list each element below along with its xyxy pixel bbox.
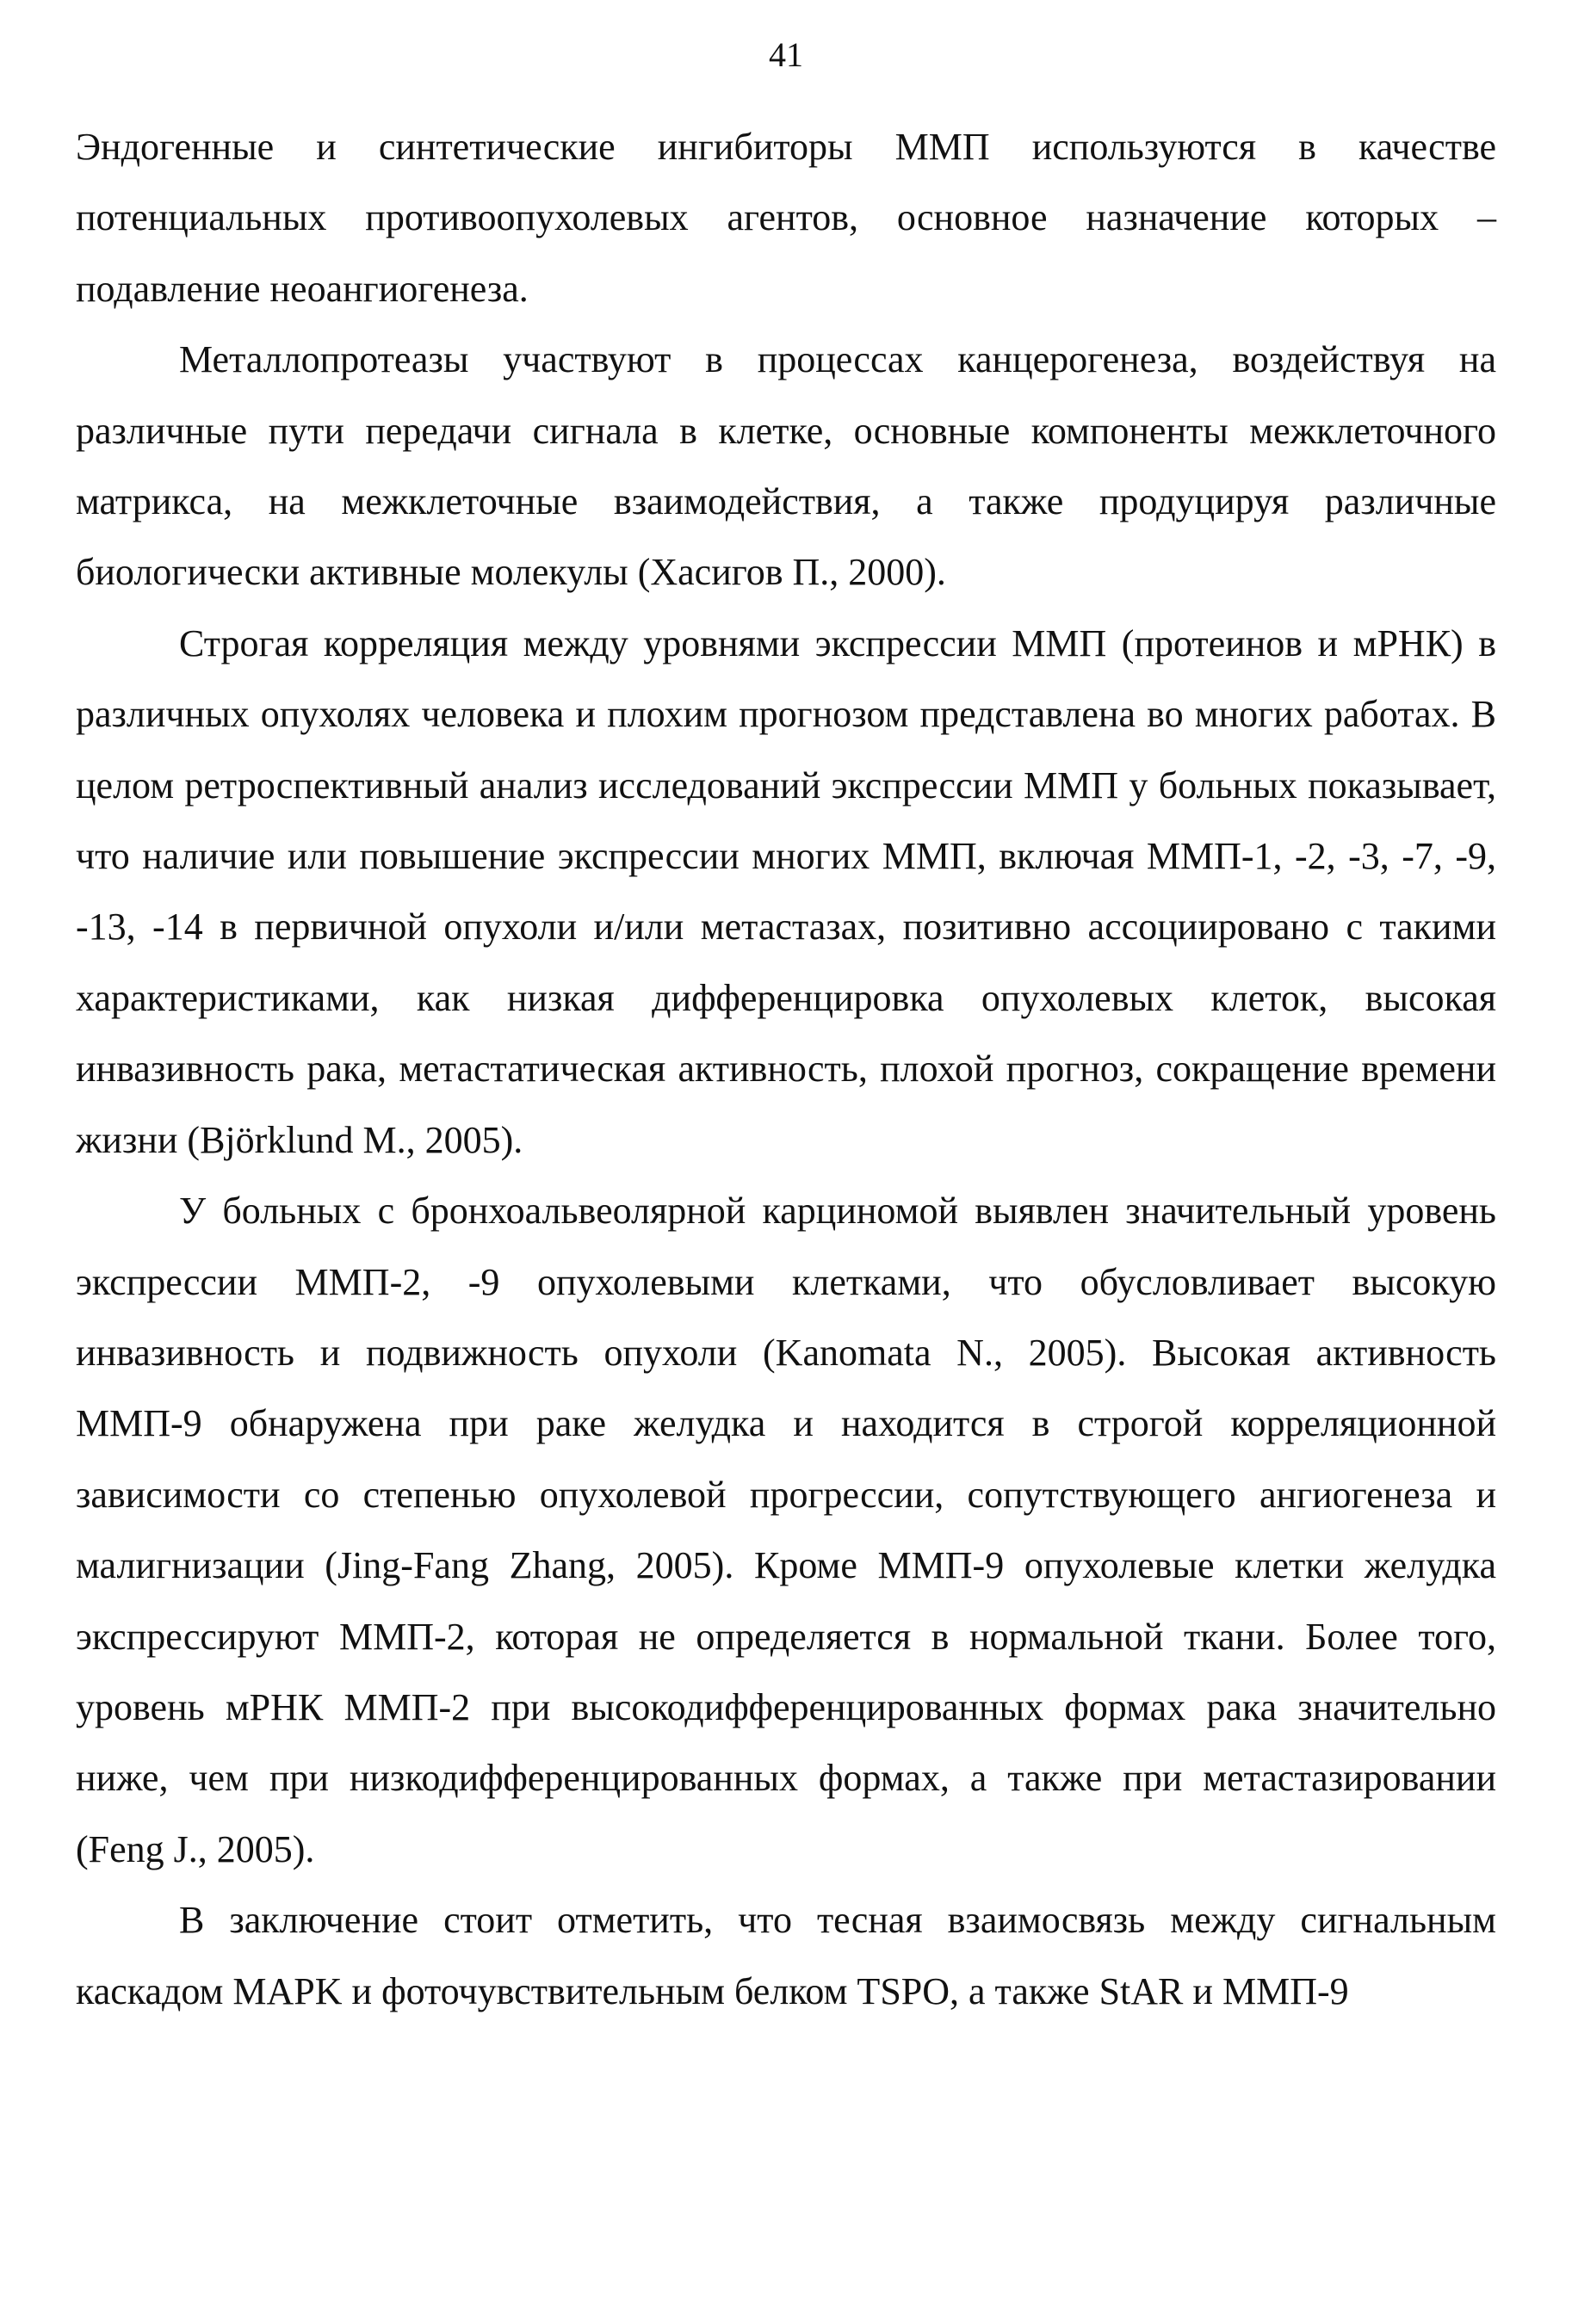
paragraph-2: Металлопротеазы участвуют в процессах канцерогенеза, воздействуя на различные пути передачи сигнала в клетке, основные компоненты межклеточного матрикса, на межклеточные взаимодействия, а также продуцируя различные биологически активные молекулы (Хасигов П., 2000). bbox=[76, 338, 1496, 594]
paragraph-4: У больных с бронхоальвеолярной карциномой выявлен значительный уровень экспрессии ММП-2, -9 опухолевыми клетками, что обусловливает высокую инвазивность и подвижность опухоли (Kanomata N., 2005). Высокая активность ММП-9 обнаружена при раке желудка и находится в строгой корреляционной зависимости со степенью опухолевой прогрессии, сопутствующего ангиогенеза и малигнизации (Jing-Fang Zhang, 2005). Кроме ММП-9 опухолевые клетки желудка экспрессируют ММП-2, которая не определяется в нормальной ткани. Более того, уровень мРНК ММП-2 при высокодифференцированных формах рака значительно ниже, чем при низкодифференцированных формах, а также при метастазировании (Feng J., 2005). bbox=[76, 1190, 1496, 1870]
body-text bbox=[76, 112, 1496, 2027]
page-number: 41 bbox=[769, 35, 803, 74]
paragraph-5: В заключение стоит отметить, что тесная взаимосвязь между сигнальным каскадом MAPK и фоточувствительным белком TSPO, а также StAR и ММП-9 bbox=[76, 1899, 1496, 2012]
paragraph-3: Строгая корреляция между уровнями экспрессии ММП (протеинов и мРНК) в различных опухолях человека и плохим прогнозом представлена во многих работах. В целом ретроспективный анализ исследований экспрессии ММП у больных показывает, что наличие или повышение экспрессии многих ММП, включая ММП-1, -2, -3, -7, -9, -13, -14 в первичной опухоли и/или метастазах, позитивно ассоциировано с такими характеристиками, как низкая дифференцировка опухолевых клеток, высокая инвазивность рака, метастатическая активность, плохой прогноз, сокращение времени жизни (Björklund M., 2005). bbox=[76, 621, 1496, 1161]
paragraph-1: Эндогенные и синтетические ингибиторы ММП используются в качестве потенциальных противоопухолевых агентов, основное назначение которых – подавление неоангиогенеза. bbox=[76, 126, 1496, 310]
